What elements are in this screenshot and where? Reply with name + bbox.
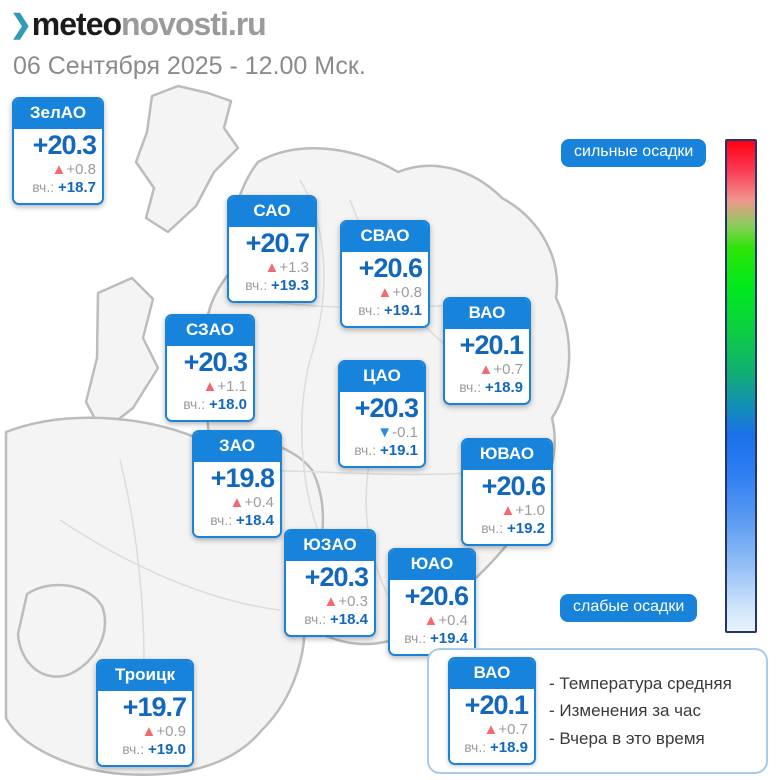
trend-up-icon: ▲ — [323, 592, 339, 610]
yesterday-label: вч.: — [358, 302, 381, 319]
hour-change-value: +1.3 — [279, 258, 309, 276]
district-card-cao[interactable] — [338, 360, 426, 468]
logo-text-novosti: novosti.ru — [121, 6, 266, 42]
district-name: ВАО — [450, 659, 534, 689]
district-card-yuao[interactable] — [388, 548, 476, 656]
yesterday-label: вч.: — [210, 512, 233, 529]
district-temperature: +20.3 — [304, 562, 368, 592]
yesterday-label: вч.: — [459, 379, 482, 396]
district-card-vao[interactable] — [443, 297, 531, 405]
hour-change-row — [233, 259, 309, 278]
district-name: ЗАО — [194, 432, 280, 462]
yesterday-label: вч.: — [404, 630, 427, 647]
district-card-body — [98, 691, 192, 765]
hour-change-row — [346, 284, 422, 303]
legend-descriptions — [549, 670, 732, 752]
trend-up-icon: ▲ — [264, 258, 280, 276]
district-temperature: +20.6 — [481, 471, 545, 501]
district-card-body — [445, 329, 529, 403]
hour-change-row — [449, 361, 523, 380]
hour-change-row — [290, 593, 368, 612]
district-name: ЮАО — [390, 550, 474, 580]
map-region-west-leg — [86, 278, 158, 432]
hour-change-row — [171, 378, 247, 397]
hour-change-row — [198, 494, 274, 513]
district-card-yuzao[interactable] — [284, 529, 376, 637]
yesterday-temperature: +18.4 — [330, 611, 368, 629]
district-name: ЮВАО — [463, 440, 551, 470]
yesterday-row — [18, 179, 96, 198]
district-card-body — [14, 129, 102, 203]
yesterday-row — [467, 520, 545, 539]
hour-change-row — [467, 502, 545, 521]
legend-line: - Температура средняя — [549, 674, 732, 694]
district-card-body — [342, 252, 428, 326]
yesterday-temperature: +19.3 — [271, 277, 309, 295]
yesterday-label: вч.: — [304, 611, 327, 628]
district-temperature: +20.7 — [245, 228, 309, 258]
trend-up-icon: ▲ — [229, 493, 245, 511]
yesterday-temperature: +18.4 — [236, 512, 274, 530]
yesterday-row — [233, 277, 309, 296]
district-temperature: +20.6 — [404, 581, 468, 611]
district-card-body — [340, 392, 424, 466]
logo-text-meteo: meteo — [31, 6, 122, 42]
district-card-body — [463, 470, 551, 544]
trend-up-icon: ▲ — [202, 377, 218, 395]
district-temperature: +20.6 — [358, 253, 422, 283]
yesterday-label: вч.: — [245, 277, 268, 294]
yesterday-row — [290, 611, 368, 630]
yesterday-temperature: +18.0 — [209, 396, 247, 414]
date-time-label: 06 Сентября 2025 - 12.00 Мск. — [13, 52, 366, 80]
yesterday-row — [394, 630, 468, 649]
trend-up-icon: ▲ — [377, 283, 393, 301]
district-temperature: +20.3 — [354, 393, 418, 423]
scale-label-heavy-precip: сильные осадки — [561, 139, 706, 167]
district-card-body — [229, 227, 315, 301]
legend-box — [427, 648, 768, 774]
hour-change-value: +1.0 — [515, 501, 545, 519]
yesterday-label: вч.: — [32, 179, 55, 196]
district-name: ВАО — [445, 299, 529, 329]
yesterday-label: вч.: — [354, 442, 377, 459]
district-temperature: +20.1 — [464, 689, 528, 720]
hour-change-value: +0.7 — [493, 360, 523, 378]
hour-change-value: -0.1 — [392, 423, 418, 441]
hour-change-value: +0.4 — [244, 493, 274, 511]
yesterday-row — [454, 739, 528, 758]
district-temperature: +20.1 — [459, 330, 523, 360]
yesterday-temperature: +19.2 — [507, 520, 545, 538]
yesterday-row — [346, 302, 422, 321]
district-name: Троицк — [98, 661, 192, 691]
yesterday-temperature: +19.0 — [148, 741, 186, 759]
hour-change-value: +0.9 — [156, 722, 186, 740]
district-card-body — [450, 689, 534, 763]
yesterday-temperature: +19.1 — [380, 442, 418, 460]
district-temperature: +20.3 — [183, 347, 247, 377]
yesterday-temperature: +19.1 — [384, 302, 422, 320]
district-temperature: +19.8 — [210, 463, 274, 493]
district-card-zao[interactable] — [192, 430, 282, 538]
hour-change-value: +0.8 — [392, 283, 422, 301]
yesterday-row — [171, 396, 247, 415]
district-name: ЦАО — [340, 362, 424, 392]
yesterday-row — [102, 741, 186, 760]
district-temperature: +20.3 — [32, 130, 96, 160]
district-card-svao[interactable] — [340, 220, 430, 328]
yesterday-label: вч.: — [464, 739, 487, 756]
hour-change-row — [344, 424, 418, 443]
yesterday-row — [344, 442, 418, 461]
hour-change-row — [102, 723, 186, 742]
district-card-body — [167, 346, 253, 420]
trend-up-icon: ▲ — [51, 160, 67, 178]
yesterday-temperature: +18.9 — [490, 739, 528, 757]
district-card-sao[interactable] — [227, 195, 317, 303]
trend-up-icon: ▲ — [478, 360, 494, 378]
logo-chevron-icon: ❯ — [10, 9, 31, 39]
yesterday-row — [449, 379, 523, 398]
district-card-szao[interactable] — [165, 314, 255, 422]
trend-up-icon: ▲ — [141, 722, 157, 740]
hour-change-row — [454, 721, 528, 740]
trend-up-icon: ▲ — [500, 501, 516, 519]
hour-change-value: +1.1 — [217, 377, 247, 395]
yesterday-label: вч.: — [481, 520, 504, 537]
hour-change-value: +0.3 — [338, 592, 368, 610]
district-card-body — [194, 462, 280, 536]
map-region-zelenograd — [136, 86, 238, 232]
site-logo[interactable] — [10, 6, 266, 43]
precipitation-color-scale — [725, 139, 757, 633]
yesterday-temperature: +18.7 — [58, 179, 96, 197]
scale-label-light-precip: слабые осадки — [560, 594, 697, 622]
legend-line: - Изменения за час — [549, 701, 701, 721]
district-card-legend-sample — [448, 657, 536, 765]
district-card-troitsk[interactable] — [96, 659, 194, 767]
district-card-body — [390, 580, 474, 654]
yesterday-label: вч.: — [183, 396, 206, 413]
yesterday-temperature: +18.9 — [485, 379, 523, 397]
yesterday-label: вч.: — [122, 741, 145, 758]
district-name: СВАО — [342, 222, 428, 252]
district-name: СЗАО — [167, 316, 253, 346]
trend-up-icon: ▲ — [483, 720, 499, 738]
hour-change-value: +0.7 — [498, 720, 528, 738]
district-card-body — [286, 561, 374, 635]
trend-down-icon: ▼ — [377, 423, 393, 441]
hour-change-row — [394, 612, 468, 631]
legend-sample-card-slot — [448, 657, 536, 765]
trend-up-icon: ▲ — [423, 611, 439, 629]
hour-change-row — [18, 161, 96, 180]
district-name: САО — [229, 197, 315, 227]
district-name: ЮЗАО — [286, 531, 374, 561]
district-card-zelao[interactable] — [12, 97, 104, 205]
district-card-yuvao[interactable] — [461, 438, 553, 546]
district-temperature: +19.7 — [122, 692, 186, 722]
legend-line: - Вчера в это время — [549, 728, 705, 748]
hour-change-value: +0.4 — [438, 611, 468, 629]
yesterday-row — [198, 512, 274, 531]
district-name: ЗелАО — [14, 99, 102, 129]
hour-change-value: +0.8 — [66, 160, 96, 178]
yesterday-temperature: +19.4 — [430, 630, 468, 648]
